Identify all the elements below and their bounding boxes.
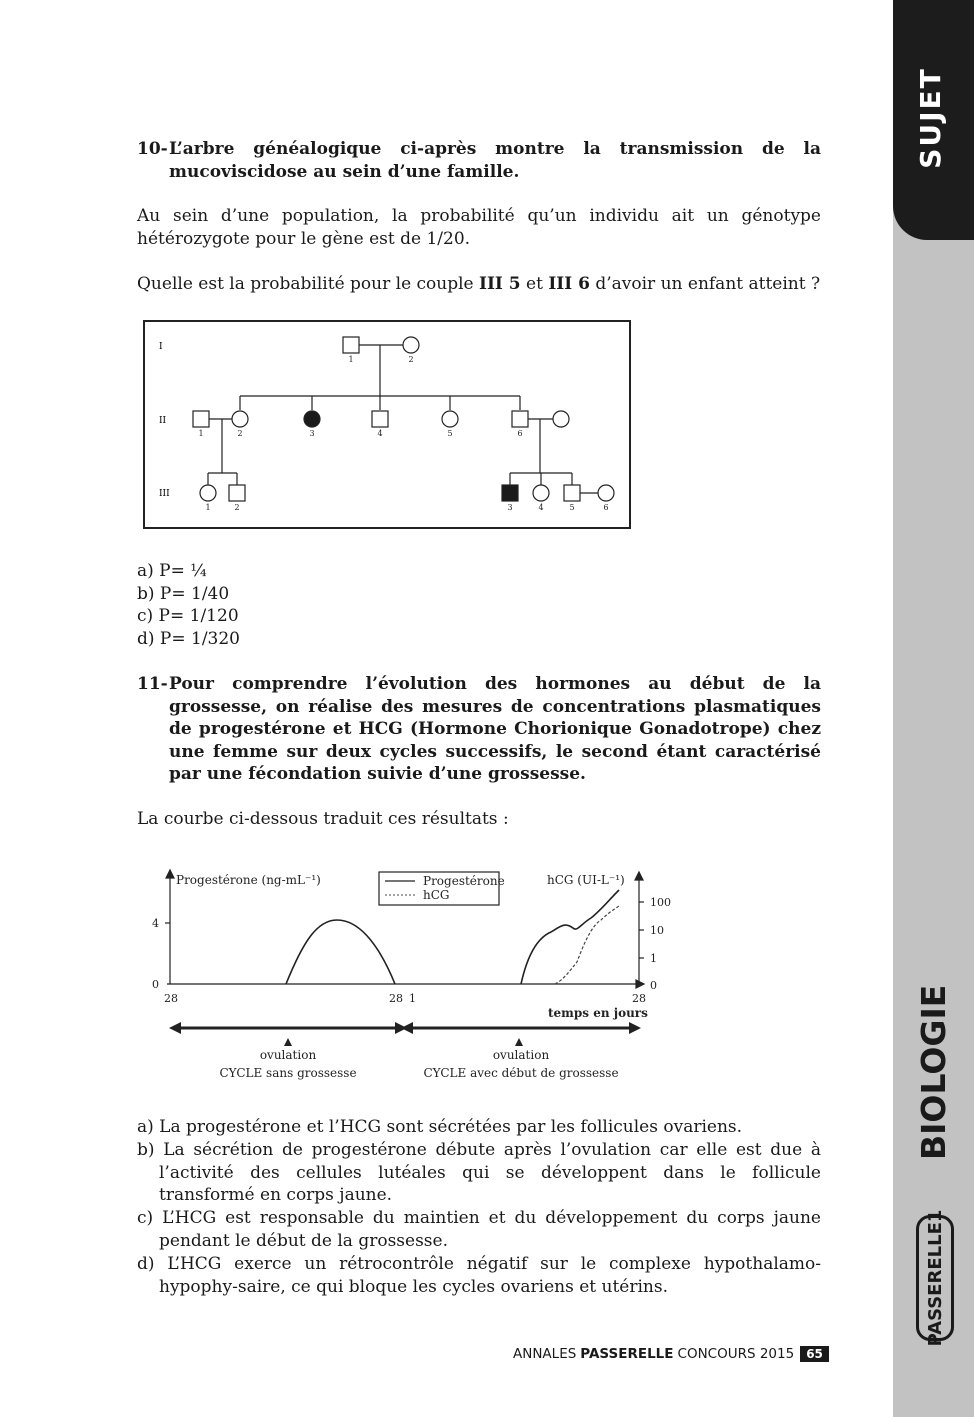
para-text: et bbox=[520, 274, 549, 294]
passerelle-logo bbox=[916, 1209, 958, 1347]
series-progesterone-cycle1 bbox=[286, 920, 395, 984]
individual-number: 1 bbox=[205, 503, 211, 512]
individual-number: 5 bbox=[447, 429, 453, 438]
question-text: Pour comprendre l’évolution des hormones au début de la grossesse, on réalise des mesures de concentrations plasmatiques de progestérone et HCG (Hormone Chorionique Gonadotrope) chez une femme sur deux cycles successifs, le second étant caractérisé par une fécondation suivie d’une grossesse. bbox=[169, 674, 821, 784]
option-b: b) P= 1/40 bbox=[137, 583, 230, 604]
individual-number: 6 bbox=[603, 503, 609, 512]
gen3-male-2 bbox=[229, 485, 245, 501]
left-axis-label: Progestérone (ng-mL⁻¹) bbox=[176, 873, 321, 887]
gen2-female-3-affected bbox=[304, 411, 320, 427]
answer-a: a) La progestérone et l’HCG sont sécrétées par les follicules ovariens. bbox=[137, 1117, 743, 1137]
right-tick-label: 1 bbox=[650, 952, 657, 965]
x-tick-label: 28 bbox=[164, 992, 178, 1005]
question-10-para1: Au sein d’une population, la probabilité qu’un individu ait un génotype hétérozygote pour le gène est de 1/20. bbox=[137, 206, 821, 249]
page-footer bbox=[513, 1346, 829, 1362]
option-a: a) P= ¼ bbox=[137, 561, 207, 581]
logo-text: PASSERELLE1 bbox=[916, 1215, 954, 1341]
axis-arrow bbox=[635, 872, 643, 880]
gen2-male-4 bbox=[372, 411, 388, 427]
option-d: d) P= 1/320 bbox=[137, 628, 240, 649]
gen2-female-spouse bbox=[553, 411, 569, 427]
individual-number: 3 bbox=[507, 503, 513, 512]
series-hcg-cycle2 bbox=[555, 906, 619, 984]
individual-number: 4 bbox=[377, 429, 383, 438]
gen3-female-6 bbox=[598, 485, 614, 501]
individual-label: III 5 bbox=[479, 274, 521, 294]
question-11-intro: La courbe ci-dessous traduit ces résultats : bbox=[137, 809, 509, 829]
gen2-female-5 bbox=[442, 411, 458, 427]
para-text: d’avoir un enfant atteint ? bbox=[589, 274, 821, 294]
left-tick-label: 0 bbox=[152, 978, 159, 991]
right-tick-label: 100 bbox=[650, 896, 671, 909]
gen3-male-3-affected bbox=[502, 485, 518, 501]
individual-number: 4 bbox=[538, 503, 544, 512]
cycle-label: CYCLE sans grossesse bbox=[219, 1066, 357, 1080]
answer-c: c) L’HCG est responsable du maintien et du développement du corps jaune pendant le début de la grossesse. bbox=[137, 1208, 821, 1251]
individual-number: 5 bbox=[569, 503, 575, 512]
para-text: Quelle est la probabilité pour le couple bbox=[137, 274, 480, 294]
generation-label: III bbox=[159, 489, 170, 499]
generation-label: II bbox=[159, 416, 167, 426]
ovulation-label: ovulation bbox=[492, 1048, 550, 1062]
axis-arrow bbox=[636, 980, 644, 988]
question-10-title bbox=[137, 138, 821, 183]
individual-number: 2 bbox=[237, 429, 243, 438]
footer-suffix: CONCOURS 2015 bbox=[677, 1346, 795, 1362]
right-tick-label: 10 bbox=[650, 924, 664, 937]
page-number: 65 bbox=[800, 1346, 829, 1362]
gen1-male-1 bbox=[343, 337, 359, 353]
question-11-answers bbox=[137, 1116, 821, 1298]
ovulation-marker bbox=[515, 1038, 523, 1046]
gen3-female-1 bbox=[200, 485, 216, 501]
axis-arrow bbox=[166, 870, 174, 878]
x-tick-label: 1 bbox=[409, 992, 416, 1005]
x-tick-label: 28 bbox=[632, 992, 646, 1005]
generation-label: I bbox=[159, 342, 163, 352]
individual-number: 6 bbox=[517, 429, 523, 438]
question-text: L’arbre généalogique ci-après montre la transmission de la mucoviscidose au sein d’une famille. bbox=[169, 139, 821, 182]
gen2-male-6 bbox=[512, 411, 528, 427]
x-axis-label: temps en jours bbox=[548, 1006, 648, 1020]
x-tick-label: 28 bbox=[389, 992, 403, 1005]
cycle-label: CYCLE avec début de grossesse bbox=[423, 1066, 619, 1080]
arrowhead bbox=[169, 1022, 181, 1034]
individual-number: 1 bbox=[198, 429, 204, 438]
question-10-para2 bbox=[137, 273, 821, 296]
individual-number: 3 bbox=[309, 429, 315, 438]
gen3-female-4 bbox=[533, 485, 549, 501]
subject-label: BIOLOGIE bbox=[914, 984, 953, 1160]
left-tick-label: 4 bbox=[152, 917, 159, 930]
ovulation-label: ovulation bbox=[259, 1048, 317, 1062]
footer-prefix: ANNALES bbox=[513, 1346, 577, 1362]
gen1-female-2 bbox=[403, 337, 419, 353]
footer-brand: PASSERELLE bbox=[580, 1346, 674, 1362]
gen2-female-2 bbox=[232, 411, 248, 427]
arrowhead bbox=[629, 1022, 641, 1034]
arrowhead bbox=[401, 1022, 413, 1034]
gen2-male-1 bbox=[193, 411, 209, 427]
right-tick-label: 0 bbox=[650, 979, 657, 992]
answer-d: d) L’HCG exerce un rétrocontrôle négatif sur le complexe hypothalamo-hypophy-saire, ce qui bloque les cycles ovariens et utérins. bbox=[137, 1253, 821, 1297]
individual-number: 2 bbox=[408, 355, 414, 364]
ovulation-marker bbox=[284, 1038, 292, 1046]
option-c: c) P= 1/120 bbox=[137, 606, 239, 626]
individual-label: III 6 bbox=[548, 274, 590, 294]
right-axis-label: hCG (UI-L⁻¹) bbox=[547, 873, 625, 887]
legend-hcg-label: hCG bbox=[423, 888, 450, 902]
sujet-label: SUJET bbox=[914, 67, 947, 169]
individual-number: 2 bbox=[234, 503, 240, 512]
hormone-chart bbox=[145, 862, 685, 1092]
question-number: 11- bbox=[137, 674, 168, 694]
question-number: 10- bbox=[137, 139, 168, 159]
gen3-male-5 bbox=[564, 485, 580, 501]
individual-number: 1 bbox=[348, 355, 354, 364]
question-11-title bbox=[137, 673, 821, 786]
question-10-options bbox=[137, 560, 821, 650]
pedigree-diagram bbox=[140, 318, 635, 532]
legend-progesterone-label: Progestérone bbox=[423, 874, 505, 888]
answer-b: b) La sécrétion de progestérone débute après l’ovulation car elle est due à l’activité des cellules lutéales qui se développent dans le follicule transformé en corps jaune. bbox=[137, 1139, 821, 1206]
